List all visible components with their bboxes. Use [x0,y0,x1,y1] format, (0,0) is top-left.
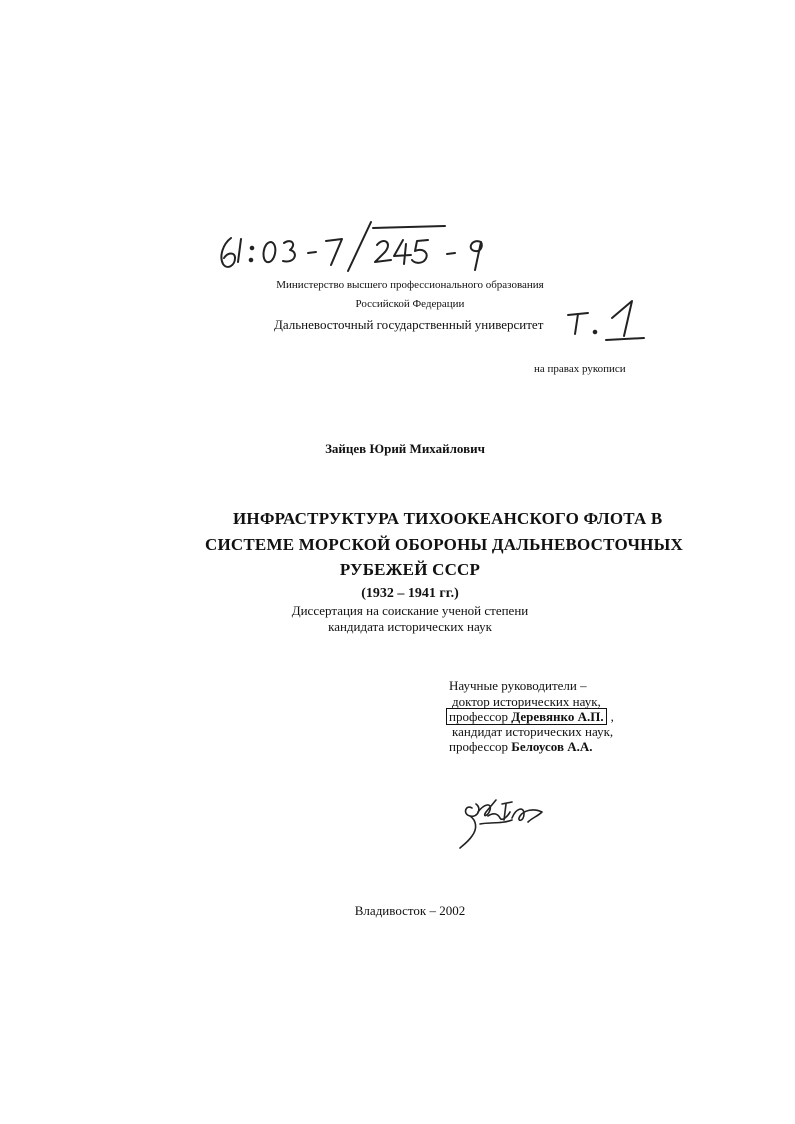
supervisor1-box [446,708,607,725]
degree-line2: кандидата исторических наук [328,619,492,634]
degree-line1: Диссертация на соискание ученой степени [291,603,529,618]
supervisor1-title: доктор исторических наук, [452,694,601,709]
supervisor1-suffix: , [610,709,614,724]
title-years: (1932 – 1941 гг.) [361,586,459,601]
title-line1: ИНФРАСТРУКТУРА ТИХООКЕАНСКОГО ФЛОТА В [233,509,663,528]
manuscript-note: на правах рукописи [534,363,626,375]
title-line3: РУБЕЖЕЙ СССР [339,560,481,579]
supervisor1-rank: профессор [449,709,509,724]
supervisor2-line [449,739,593,754]
supervisor1-line [446,709,614,724]
handwritten-catalog-code [213,212,498,274]
ministry-line1: Министерство высшего профессионального образования [276,279,544,291]
city-year: Владивосток – 2002 [354,903,466,918]
ministry-line2: Российской Федерации [355,298,465,310]
author-name: Зайцев Юрий Михайлович [325,441,485,456]
handwritten-volume-mark [564,296,646,346]
signature-image [458,794,548,854]
supervisor2-name: Белоусов А.А. [511,739,593,754]
university-name: Дальневосточный государственный университет [274,317,544,332]
supervisor2-title: кандидат исторических наук, [452,724,614,739]
supervisor2-rank: профессор [449,739,509,754]
supervisor1-name: Деревянко А.П. [511,709,604,724]
supervisors-heading: Научные руководители – [449,678,587,693]
title-line2: СИСТЕМЕ МОРСКОЙ ОБОРОНЫ ДАЛЬНЕВОСТОЧНЫХ [205,535,683,554]
